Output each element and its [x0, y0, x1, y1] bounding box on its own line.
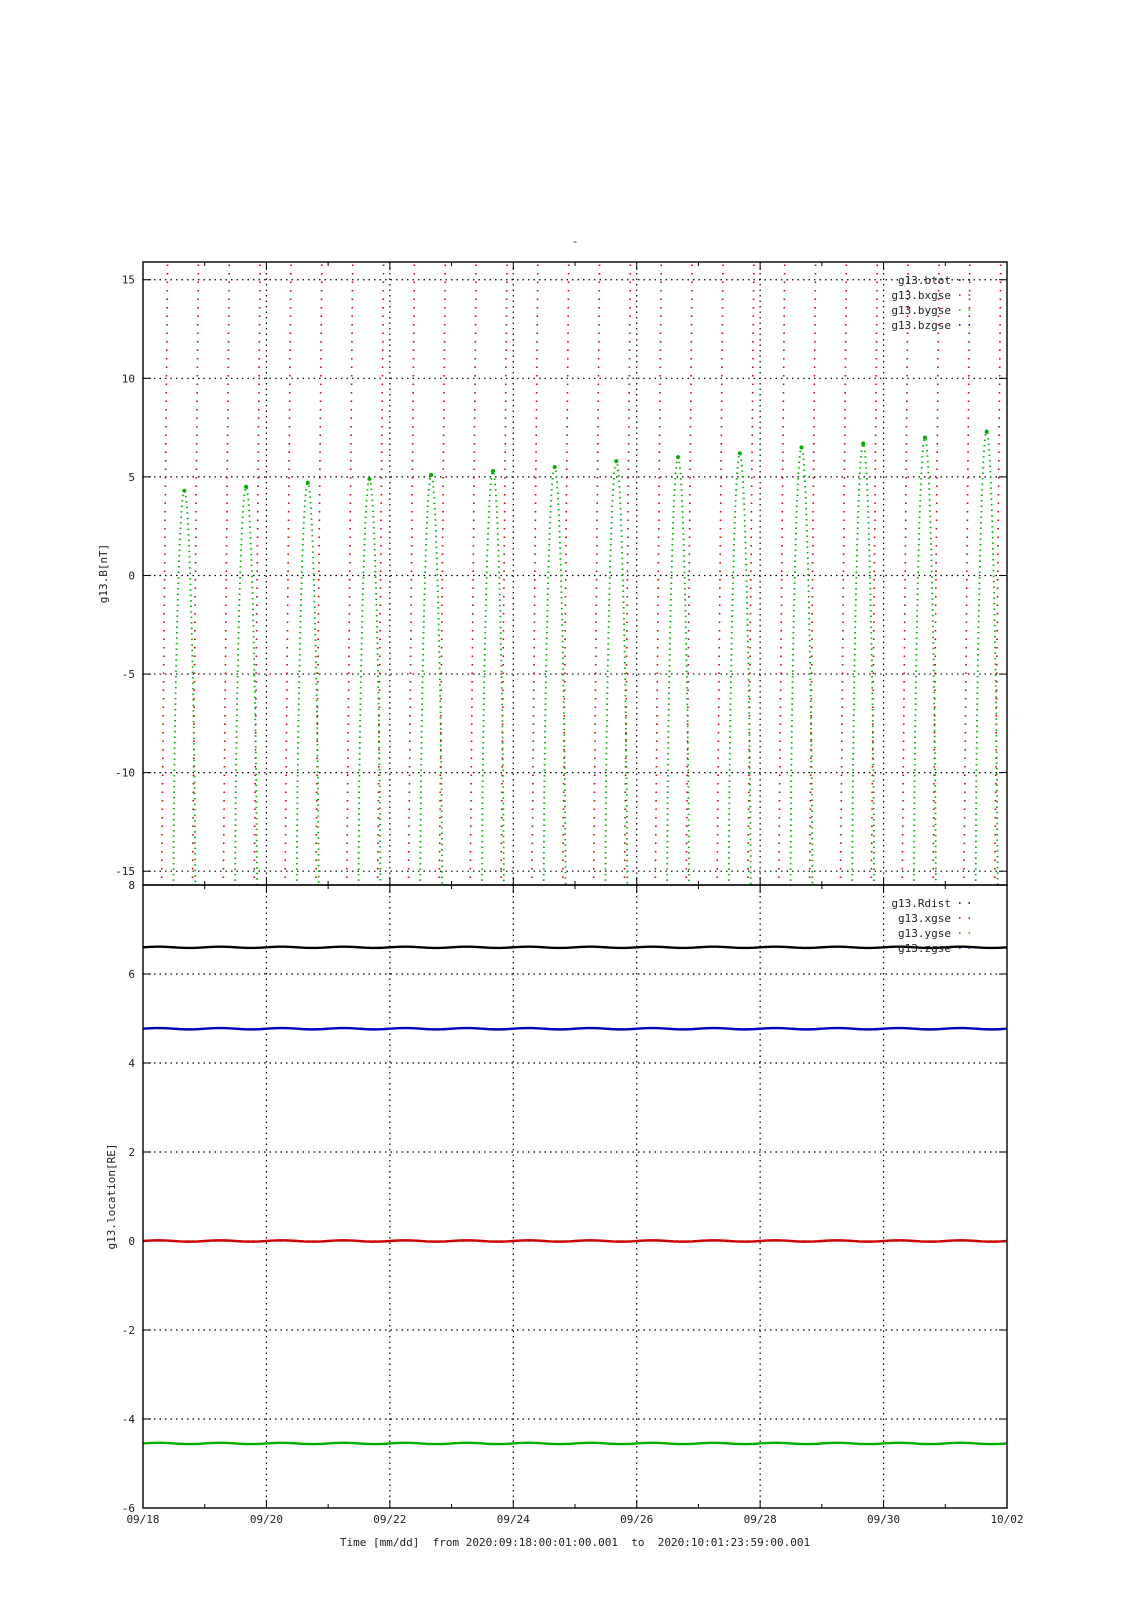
bxgse-series-segment [378, 252, 384, 895]
bxgse-series-segment [810, 252, 816, 895]
bxgse-series-segment [871, 252, 877, 895]
bygse-peak-point [244, 485, 248, 489]
bxgse-series-segment [162, 252, 168, 895]
bygse-series-peak [914, 437, 936, 904]
x-tick-label: 09/30 [867, 1513, 901, 1526]
y-tick-label: -5 [121, 668, 135, 682]
bxgse-series-segment [285, 252, 291, 895]
bygse-series-peak [235, 487, 257, 905]
zgse-series-line [143, 1028, 1007, 1029]
bygse-peak-point [491, 469, 495, 473]
y-tick-label: 6 [128, 968, 135, 981]
x-tick-label: 09/22 [373, 1513, 407, 1526]
y-tick-label: 5 [128, 470, 135, 484]
x-tick-label: 10/02 [990, 1513, 1024, 1526]
y-tick-label: -2 [121, 1324, 135, 1337]
bygse-peak-point [553, 465, 557, 469]
legend-entry-label: g13.Rdist [891, 897, 951, 910]
x-tick-label: 09/20 [249, 1513, 283, 1526]
bygse-peak-point [738, 451, 742, 455]
y-tick-label: 4 [128, 1057, 135, 1070]
bygse-series-peak [297, 483, 319, 905]
bygse-series-peak [790, 447, 812, 904]
x-tick-label: 09/26 [620, 1513, 654, 1526]
y-tick-label: 10 [121, 372, 135, 386]
bxgse-series-segment [439, 252, 445, 895]
bxgse-series-segment [594, 252, 600, 895]
x-tick-label: 09/24 [496, 1513, 530, 1526]
y-tick-label: 0 [128, 569, 135, 583]
legend-entry-label: g13.xgse [898, 912, 951, 925]
x-tick-label: 09/28 [743, 1513, 777, 1526]
y-tick-label: -4 [121, 1413, 135, 1426]
bxgse-series-segment [964, 252, 970, 895]
ygse-series-line [143, 1443, 1007, 1444]
bxgse-series-segment [717, 252, 723, 895]
bygse-peak-point [923, 435, 927, 439]
xgse-series-line [143, 1240, 1007, 1241]
bxgse-series-segment [933, 252, 939, 895]
magnetic-field-panel [97, 252, 1007, 905]
bxgse-series-segment [995, 252, 1001, 895]
bxgse-series-segment [748, 252, 754, 895]
legend-entry-label: g13.bxgse [891, 289, 951, 302]
y-tick-label: -6 [121, 1502, 135, 1515]
legend-entry-label: g13.btot [898, 274, 951, 287]
bygse-series-peak [544, 467, 566, 905]
legend-entry-label: g13.bygse [891, 304, 951, 317]
bxgse-series-segment [316, 252, 322, 895]
bygse-series-peak [605, 461, 627, 905]
y-tick-label: -10 [115, 766, 135, 780]
y-axis-title: g13.B[nT] [97, 543, 110, 604]
legend-entry-label: g13.zgse [898, 942, 951, 955]
bxgse-series-segment [254, 252, 260, 895]
bxgse-series-segment [408, 252, 414, 895]
bygse-peak-point [306, 481, 310, 485]
y-tick-label: -15 [115, 865, 135, 879]
bxgse-series-segment [840, 252, 846, 895]
plot-frame [143, 885, 1007, 1508]
footer-time-range: Time [mm/dd] from 2020:09:18:00:01:00.001 to 2020:10:01:23:59:00.001 [339, 1536, 811, 1549]
Rdist-series-line [143, 947, 1007, 948]
y-tick-label: 8 [128, 879, 135, 892]
y-axis-title: g13.location[RE] [105, 1143, 118, 1250]
y-tick-label: 0 [128, 1235, 135, 1248]
bxgse-series-segment [779, 252, 785, 895]
x-tick-label: 09/18 [126, 1513, 160, 1526]
bxgse-series-segment [655, 252, 661, 895]
bygse-peak-point [614, 459, 618, 463]
bxgse-series-segment [532, 252, 538, 895]
bygse-peak-point [985, 430, 989, 434]
bygse-peak-point [182, 489, 186, 493]
y-tick-label: 2 [128, 1146, 135, 1159]
page-title-mark: - [571, 235, 579, 248]
y-tick-label: 15 [121, 273, 135, 287]
bxgse-series-segment [470, 252, 476, 895]
bxgse-series-segment [902, 252, 908, 895]
bxgse-series-segment [563, 252, 569, 895]
legend [891, 274, 977, 332]
bygse-peak-point [367, 477, 371, 481]
bygse-series-peak [729, 453, 751, 904]
bygse-series-peak [976, 432, 998, 905]
plot-frame [143, 262, 1007, 885]
bxgse-series-segment [347, 252, 353, 895]
plot-area [131, 252, 1001, 905]
bygse-series-peak [667, 457, 689, 905]
bygse-peak-point [799, 445, 803, 449]
bygse-series-peak [852, 443, 874, 904]
bygse-series-peak [358, 479, 380, 905]
bygse-peak-point [861, 441, 865, 445]
bygse-series-peak [482, 471, 504, 905]
bygse-peak-point [676, 455, 680, 459]
legend-entry-label: g13.bzgse [891, 319, 951, 332]
plot-area [143, 947, 1007, 1444]
location-panel [105, 879, 1007, 1515]
bygse-peak-point [429, 473, 433, 477]
bygse-series-peak [420, 475, 442, 905]
legend-entry-label: g13.ygse [898, 927, 951, 940]
bxgse-series-segment [223, 252, 229, 895]
bxgse-series-segment [624, 252, 630, 895]
